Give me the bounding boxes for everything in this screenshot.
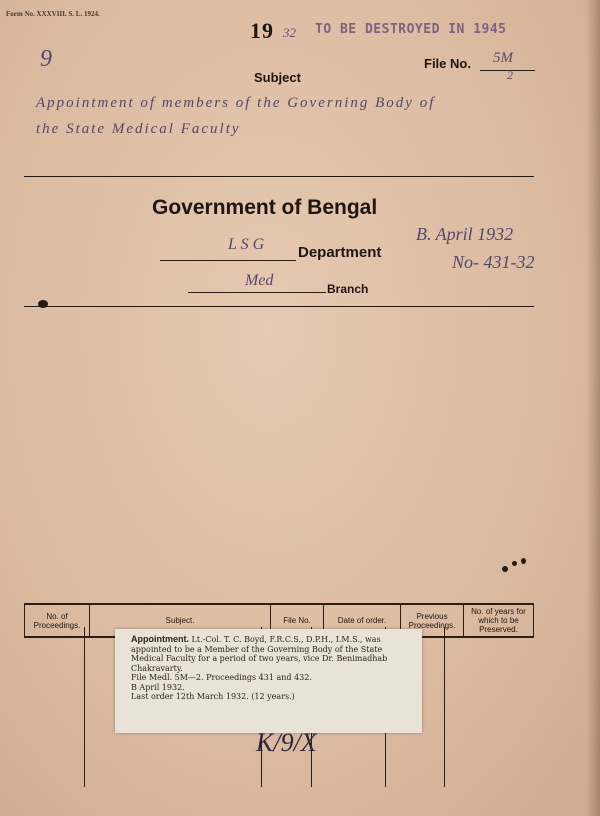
form-number: Form No. XXXVIII. S. L. 1924. — [6, 10, 100, 18]
clipping-body: Lt.-Col. T. C. Boyd, F.R.C.S., D.P.H., I.M.S., was appointed to be a Member of the Governing Body of the State Medical Faculty for a period of two years, vice Dr. Benimadhab Chakravarty. — [131, 635, 388, 673]
serial-handwritten: 9 — [40, 46, 52, 72]
col-file-no: File No. — [271, 604, 324, 637]
ink-spot — [521, 558, 526, 564]
subject-handwritten — [36, 90, 435, 142]
department-label: Department — [298, 244, 382, 261]
clipping-date-line: B April 1932. — [131, 682, 185, 692]
ink-blot — [38, 300, 48, 308]
col-subject: Subject. — [90, 604, 271, 637]
col-previous-proceedings: Previous Proceedings. — [401, 604, 464, 637]
handwritten-signature: K/9/X — [256, 728, 317, 757]
file-no-sub: 2 — [507, 68, 513, 82]
column-divider — [444, 627, 445, 787]
clipping-file-line: File Medl. 5M—2. Proceedings 431 and 432. — [131, 673, 312, 682]
file-no-value: 5M — [493, 50, 513, 66]
clipping-last-order: Last order 12th March 1932. (12 years.) — [131, 692, 295, 701]
rule-top — [24, 176, 534, 177]
clipping-text — [131, 635, 409, 702]
col-date-of-order: Date of order. — [324, 604, 401, 637]
destroy-stamp: TO BE DESTROYED IN 1945 — [315, 22, 507, 37]
date-note: B. April 1932 — [416, 224, 514, 244]
page-edge-shadow — [586, 0, 600, 816]
col-years-preserved: No. of years for which to be Preserved. — [464, 604, 534, 637]
rule-middle — [24, 306, 534, 307]
government-title: Government of Bengal — [152, 196, 378, 219]
column-divider — [84, 627, 85, 787]
ink-spot — [512, 561, 517, 566]
year-handwritten: 32 — [283, 25, 296, 40]
subject-line-1: Appointment of members of the Governing Body of — [36, 95, 436, 111]
branch-label: Branch — [327, 282, 369, 296]
department-value: L S G — [228, 236, 265, 253]
file-no-label: File No. — [424, 56, 471, 71]
col-proceedings: No. of Proceedings. — [25, 604, 90, 637]
ink-spot — [502, 566, 508, 572]
clipping-heading: Appointment. — [131, 634, 189, 644]
branch-underline — [188, 292, 326, 293]
department-underline — [160, 260, 296, 261]
branch-value: Med — [245, 272, 274, 289]
proceedings-note: No- 431-32 — [452, 252, 535, 272]
subject-line-2: the State Medical Faculty — [36, 121, 241, 137]
subject-label: Subject — [254, 70, 301, 85]
pasted-clipping — [115, 629, 422, 733]
year-printed: 19 — [250, 18, 274, 43]
